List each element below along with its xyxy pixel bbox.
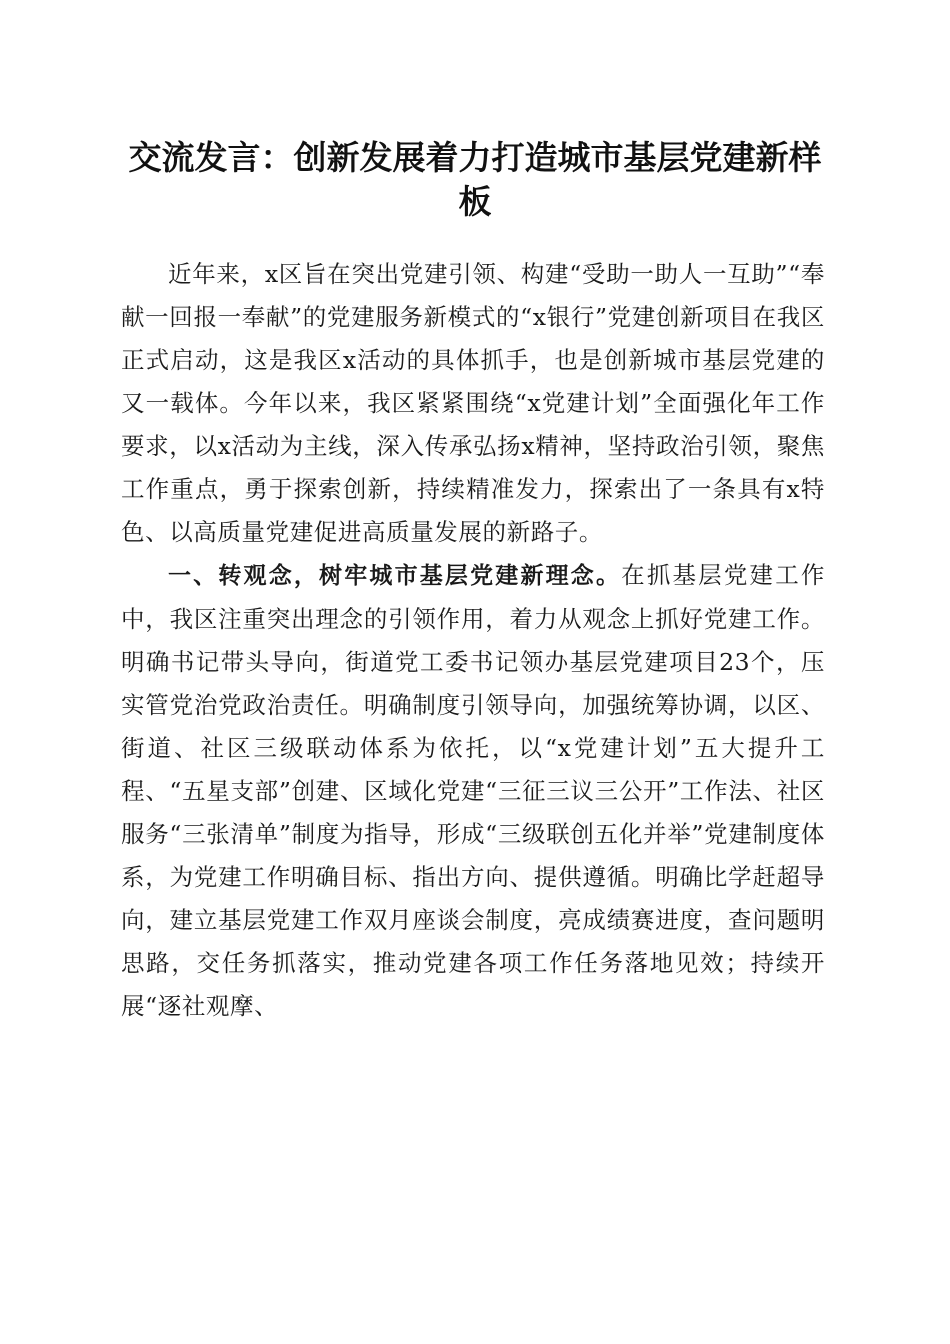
document-title: 交流发言：创新发展着力打造城市基层党建新样板 [128, 138, 822, 221]
section-one-paragraph [121, 554, 825, 1028]
section-one-text: 在抓基层党建工作中，我区注重突出理念的引领作用，着力从观念上抓好党建工作。明确书记带头导向，街道党工委书记领办基层党建项目23个，压实管党治党政治责任。明确制度引领导向，加强统筹协调，以区、街道、社区三级联动体系为依托，以“x党建计划”五大提升工程、“五星支部”创建、区域化党建“三征三议三公开”工作法、社区服务“三张清单”制度为指导，形成“三级联创五化并举”党建制度体系，为党建工作明确目标、指出方向、提供遵循。明确比学赶超导向，建立基层党建工作双月座谈会制度，亮成绩赛进度，查问题明思路，交任务抓落实，推动党建各项工作任务落地见效；持续开展“逐社观摩、 [121, 561, 825, 1020]
intro-paragraph [121, 253, 825, 554]
section-one-heading: 一、转观念，树牢城市基层党建新理念。 [168, 563, 622, 589]
intro-paragraph-text: 近年来，x区旨在突出党建引领、构建“受助一助人一互助”“奉献一回报一奉献”的党建服务新模式的“x银行”党建创新项目在我区正式启动，这是我区x活动的具体抓手，也是创新城市基层党建的又一载体。今年以来，我区紧紧围绕“x党建计划”全面强化年工作要求，以x活动为主线，深入传承弘扬x精神，坚持政治引领，聚焦工作重点，勇于探索创新，持续精准发力，探索出了一条具有x特色、以高质量党建促进高质量发展的新路子。 [121, 260, 825, 546]
document-body [121, 253, 825, 1028]
